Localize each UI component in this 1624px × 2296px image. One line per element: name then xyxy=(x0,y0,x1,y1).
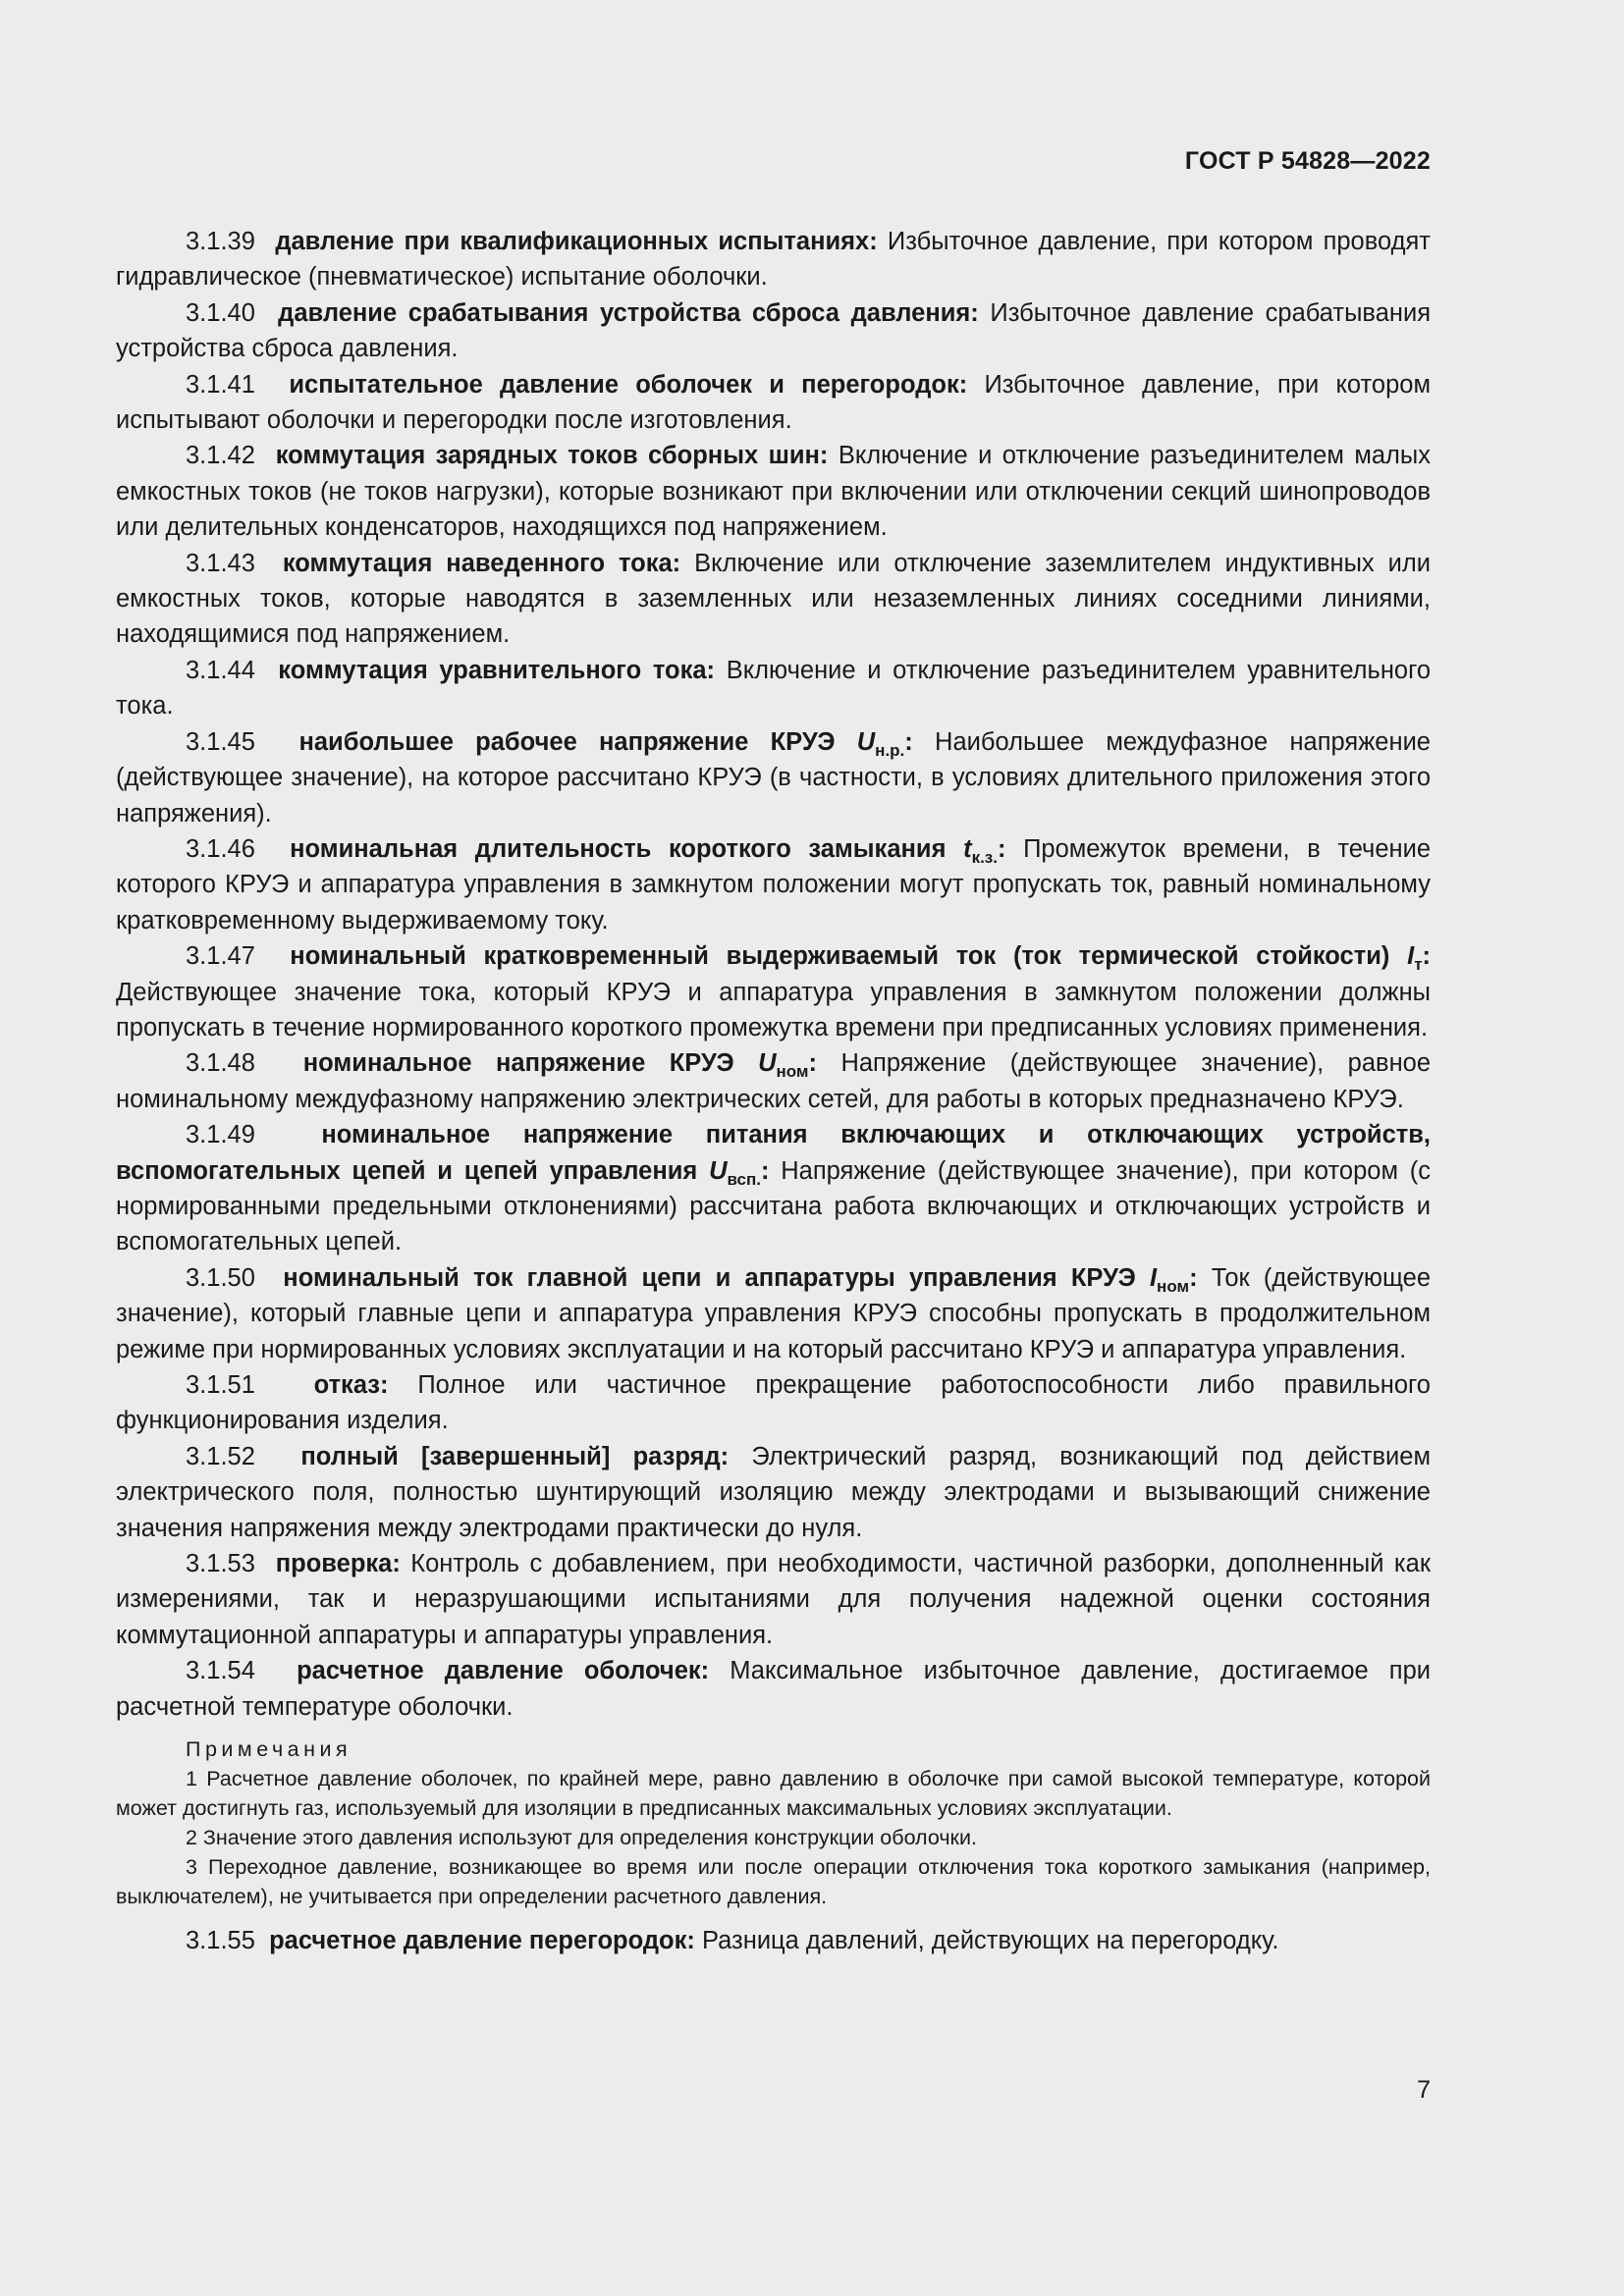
notes-title: Примечания xyxy=(186,1737,352,1762)
definition-3-1-41: 3.1.41 испытательное давление оболочек и перегородок: Избыточное давление, при котором испытывают оболочки и перегородки после изготовления. xyxy=(116,370,1431,435)
definition-3-1-48: 3.1.48 номинальное напряжение КРУЭ $U_{ном}$: Напряжение (действующее значение), равное номинальному междуфазному напряжению электрических сетей, для работы в которых предназначено КРУЭ. xyxy=(116,1049,1432,1113)
definition-3-1-42: 3.1.42 коммутация зарядных токов сборных шин: Включение и отключение разъединителем малых емкостных токов (не токов нагрузки), которые возникают при включении или отключении секций шинопроводов или делительных конденсаторов, находящихся под напряжением. xyxy=(116,442,1431,542)
definition-3-1-52: 3.1.52 полный [завершенный] разряд: Электрический разряд, возникающий под действием электрического поля, полностью шунтирующий изоляцию между электродами и вызывающий снижение значения напряжения между электродами практически до нуля. xyxy=(116,1442,1431,1542)
definition-3-1-40: 3.1.40 давление срабатывания устройства сброса давления: Избыточное давление срабатывания устройства сброса давления. xyxy=(116,298,1432,363)
definition-3-1-54: 3.1.54 расчетное давление оболочек: Максимальное избыточное давление, достигаемое при расчетной температуре оболочки. xyxy=(116,1657,1432,1721)
page-number: 7 xyxy=(1417,2076,1431,2104)
definition-3-1-44: 3.1.44 коммутация уравнительного тока: Включение и отключение разъединителем уравнительного тока. xyxy=(116,656,1432,721)
page-content xyxy=(116,224,1431,1958)
definition-3-1-55: 3.1.55 расчетное давление перегородок: Разница давлений, действующих на перегородку. xyxy=(186,1927,1279,1955)
note-item: 1 Расчетное давление оболочек, по крайней мере, равно давлению в оболочке при самой высокой температуре, которой может достигнуть газ, используемый для изоляции в предписанных максимальных условиях эксплуатации. xyxy=(116,1767,1431,1821)
note-item: 3 Переходное давление, возникающее во время или после операции отключения тока короткого замыкания (например, выключателем), не учитывается при определении расчетного давления. xyxy=(116,1855,1431,1909)
notes-block xyxy=(116,1735,1431,1911)
definition-3-1-47: 3.1.47 номинальный кратковременный выдерживаемый ток (ток термической стойкости) $I_т$: Действующее значение тока, который КРУЭ и аппаратура управления в замкнутом положении должны пропускать в течение нормированного короткого промежутка времени при предписанных условиях применения. xyxy=(116,942,1432,1041)
note-item: 2 Значение этого давления используют для определения конструкции оболочки. xyxy=(186,1826,977,1850)
definition-3-1-53: 3.1.53 проверка: Контроль с добавлением, при необходимости, частичной разборки, дополненный как измерениями, так и неразрушающими испытаниями для получения надежной оценки состояния коммутационной аппаратуры и аппаратуры управления. xyxy=(116,1550,1431,1649)
definition-3-1-43: 3.1.43 коммутация наведенного тока: Включение или отключение заземлителем индуктивных или емкостных токов, которые наводятся в заземленных или незаземленных линиях соседними линиями, находящимися под напряжением. xyxy=(116,549,1431,649)
definition-3-1-46: 3.1.46 номинальная длительность короткого замыкания $t_{к.з.}$: Промежуток времени, в течение которого КРУЭ и аппаратура управления в замкнутом положении могут пропускать ток, равный номинальному кратковременному выдерживаемому току. xyxy=(116,834,1432,934)
definition-3-1-39: 3.1.39 давление при квалификационных испытаниях: Избыточное давление, при котором проводят гидравлическое (пневматическое) испытание оболочки. xyxy=(116,228,1431,292)
definition-3-1-45: 3.1.45 наибольшее рабочее напряжение КРУЭ $U_{н.р.}$: Наибольшее междуфазное напряжение (действующее значение), на которое рассчитано КРУЭ (в частности, в условиях длительного приложения этого напряжения). xyxy=(116,727,1431,828)
document-header: ГОСТ Р 54828—2022 xyxy=(1184,147,1431,175)
definition-3-1-50: 3.1.50 номинальный ток главной цепи и аппаратуры управления КРУЭ $I_{ном}$: Ток (действующее значение), который главные цепи и аппаратура управления КРУЭ способны пропускать в продолжительном режиме при нормированных условиях эксплуатации и на который рассчитано КРУЭ и аппаратура управления. xyxy=(116,1263,1432,1363)
definition-3-1-49: 3.1.49 номинальное напряжение питания включающих и отключающих устройств, вспомогательных цепей и цепей управления $U_{всп.}$: Напряжение (действующее значение), при котором (с нормированными предельными отклонениями) рассчитана работа включающих и отключающих устройств и вспомогательных цепей. xyxy=(116,1121,1431,1256)
definition-3-1-51: 3.1.51 отказ: Полное или частичное прекращение работоспособности либо правильного функционирования изделия. xyxy=(116,1371,1431,1435)
